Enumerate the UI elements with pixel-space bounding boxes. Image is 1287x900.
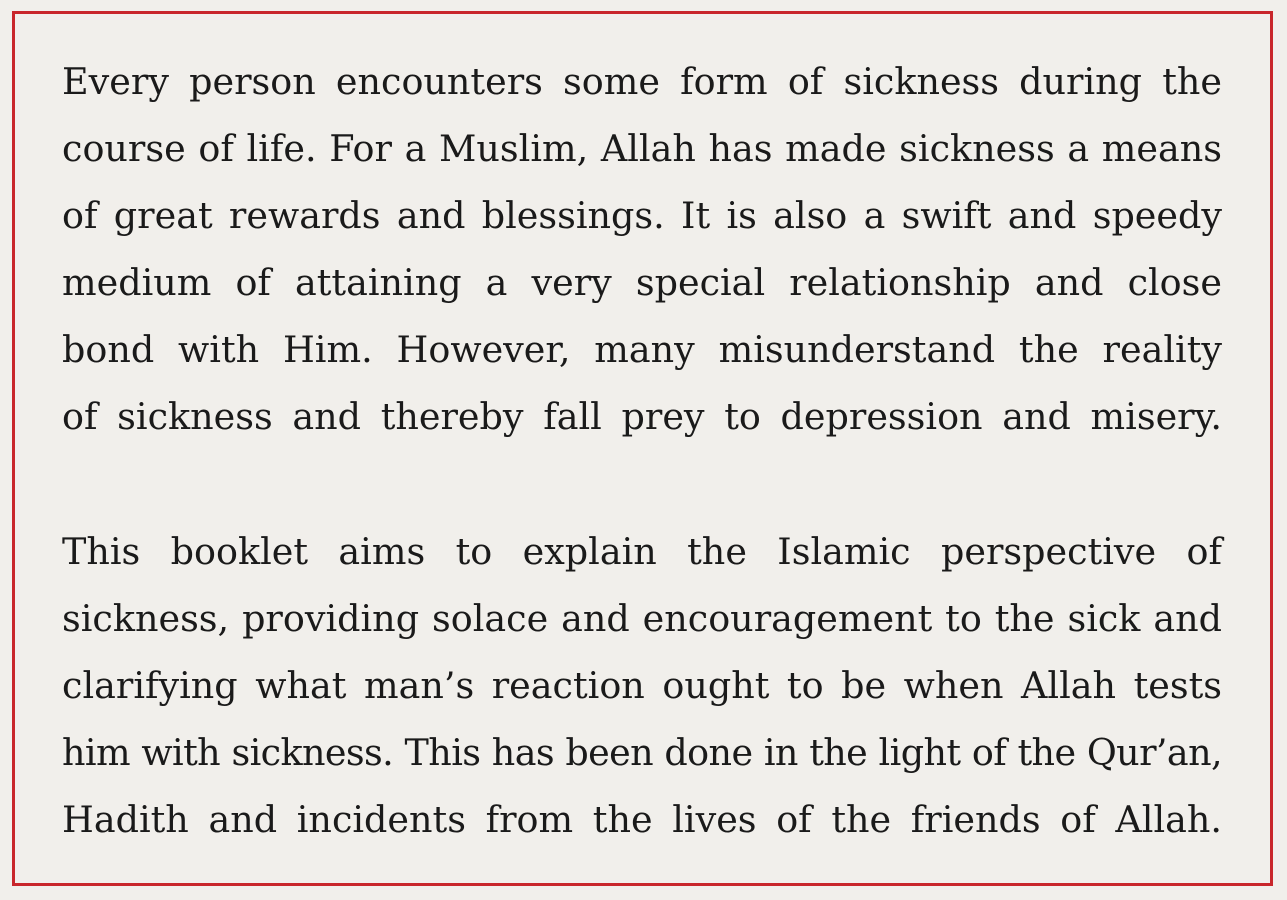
paragraph-1 (62, 48, 1222, 450)
paragraph-1-line-2: course of life. For a Muslim, Allah has made sickness a means (62, 127, 1222, 170)
paragraph-2-line-4: him with sickness. This has been done in the light of the Qur’an, (62, 731, 1222, 774)
paragraph-2-line-3: clarifying what man’s reaction ought to be when Allah tests (62, 664, 1222, 707)
paragraph-1-line-1: Every person encounters some form of sickness during the (62, 60, 1222, 103)
paragraph-1-line-5: bond with Him. However, many misunderstand the reality (62, 328, 1222, 371)
paragraph-2-line-2: sickness, providing solace and encouragement to the sick and (62, 597, 1222, 640)
paragraph-1-line-4: medium of attaining a very special relationship and close (62, 261, 1222, 304)
paragraph-2-line-1: This booklet aims to explain the Islamic perspective of (62, 530, 1222, 573)
paragraph-1-line-3: of great rewards and blessings. It is also a swift and speedy (62, 194, 1222, 237)
paragraph-2-line-5: Hadith and incidents from the lives of the friends of Allah. (62, 798, 1222, 841)
paragraph-2 (62, 518, 1222, 853)
paragraph-1-line-6: of sickness and thereby fall prey to depression and misery. (62, 395, 1222, 438)
